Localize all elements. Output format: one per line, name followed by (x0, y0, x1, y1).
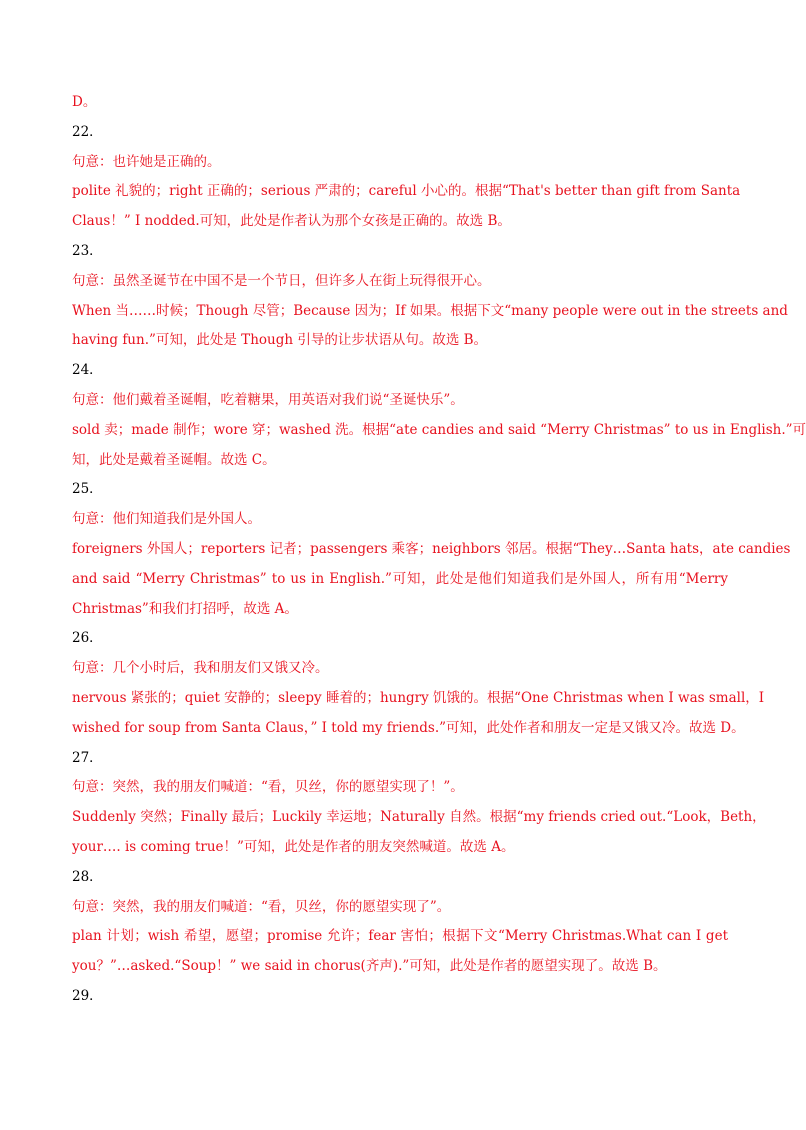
explanation-line: 句意：也许她是正确的。 (72, 153, 221, 170)
explanation-line: 句意：他们戴着圣诞帽，吃着糖果，用英语对我们说“圣诞快乐”。 (72, 391, 464, 408)
explanation-line: 句意：突然，我的朋友们喊道：“看，贝丝，你的愿望实现了”。 (72, 898, 451, 915)
question-number: 29． (72, 987, 103, 1004)
explanation-line: 句意：突然，我的朋友们喊道：“看，贝丝，你的愿望实现了！”。 (72, 779, 464, 796)
explanation-line: When 当……时候；Though 尽管；Because 因为；If 如果。根据下文“many people were out in the streets and (72, 302, 788, 319)
question-number: 24． (72, 362, 103, 379)
explanation-line: having fun.”可知，此处是 Though 引导的让步状语从句。故选 B。 (72, 332, 488, 349)
question-number: 27． (72, 749, 103, 766)
question-number: 28． (72, 868, 103, 885)
explanation-line: foreigners 外国人；reporters 记者；passengers 乘客；neighbors 邻居。根据“They…Santa hats，ate candies (72, 540, 791, 557)
explanation-line: 知，此处是戴着圣诞帽。故选 C。 (72, 451, 276, 468)
explanation-line: your…. is coming true！”可知，此处是作者的朋友突然喊道。故选 A。 (72, 838, 515, 855)
explanation-line: and said “Merry Christmas” to us in English.”可知，此处是他们知道我们是外国人，所有用“Merry (72, 570, 728, 587)
explanation-line: D。 (72, 94, 97, 110)
explanation-line: plan 计划；wish 希望，愿望；promise 允许；fear 害怕；根据下文“Merry Christmas.What can I get (72, 928, 728, 945)
explanation-line: Claus！” I nodded.可知，此处是作者认为那个女孩是正确的。故选 B。 (72, 213, 511, 230)
explanation-line: polite 礼貌的；right 正确的；serious 严肃的；careful 小心的。根据“That's better than gift from Santa (72, 183, 741, 200)
explanation-line: 句意：他们知道我们是外国人。 (72, 511, 261, 528)
question-number: 23． (72, 242, 103, 259)
explanation-line: nervous 紧张的；quiet 安静的；sleepy 睡着的；hungry 饥饿的。根据“One Christmas when I was small，I (72, 689, 765, 706)
explanation-line: sold 卖；made 制作；wore 穿；washed 洗。根据“ate candies and said “Merry Christmas” to us in English.”可 (72, 421, 806, 438)
explanation-line: Christmas”和我们打招呼，故选 A。 (72, 600, 298, 617)
document-page (72, 88, 806, 1012)
question-number: 26． (72, 630, 103, 647)
explanation-line: Suddenly 突然；Finally 最后；Luckily 幸运地；Naturally 自然。根据“my friends cried out.“Look，Beth， (72, 809, 766, 826)
explanation-line: wished for soup from Santa Claus，” I told my friends.”可知，此处作者和朋友一定是又饿又冷。故选 D。 (72, 719, 745, 736)
explanation-line: you？”…asked.“Soup！” we said in chorus(齐声).”可知，此处是作者的愿望实现了。故选 B。 (72, 958, 667, 975)
question-number: 25． (72, 481, 103, 498)
question-number: 22． (72, 123, 103, 140)
explanation-line: 句意：虽然圣诞节在中国不是一个节日，但许多人在街上玩得很开心。 (72, 272, 491, 289)
explanation-line: 句意：几个小时后，我和朋友们又饿又冷。 (72, 660, 329, 677)
